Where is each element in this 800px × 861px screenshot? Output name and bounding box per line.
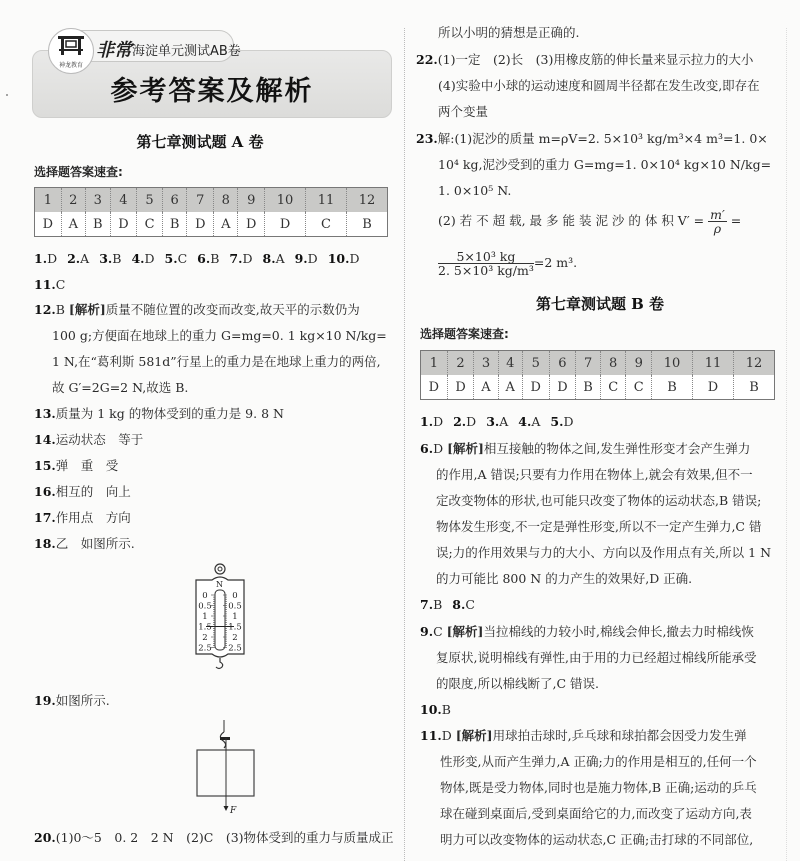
analysis-tag: [解析] (455, 728, 493, 743)
q-number: 2. (67, 251, 81, 266)
analysis-text: 故 G′=2G=2 N,故选 B. (52, 380, 189, 395)
answer-cell: D (549, 375, 576, 400)
q-text: 两个变量 (438, 104, 489, 119)
scale-tick-label: 2.5 (228, 643, 242, 654)
section-a-q19 (34, 688, 110, 714)
q-answer: D (242, 251, 253, 266)
answer-cell: A (474, 375, 498, 400)
analysis-text: 物体发生形变,不一定是弹性形变,所以不一定产生弹力,C 错 (436, 519, 762, 534)
q-number: 7. (229, 251, 243, 266)
question-number-cell: 10 (265, 188, 306, 213)
section-a-q17 (34, 505, 131, 531)
q-answer: C (55, 277, 66, 292)
q-number: 10. (420, 702, 442, 717)
q-number: 12. (34, 302, 56, 317)
answer-cell: D (447, 375, 474, 400)
section-a-quick-label: 选择题答案速查: (34, 165, 123, 179)
question-number-cell: 11 (692, 351, 733, 376)
answer-cell: D (238, 212, 265, 237)
answer-cell: D (522, 375, 549, 400)
answer-cell: A (498, 375, 522, 400)
q-answer: B (210, 251, 220, 266)
answer-cell: D (421, 375, 448, 400)
q-answer: A (531, 414, 541, 429)
q-number: 1. (34, 251, 48, 266)
scan-speck (6, 94, 8, 96)
q-number: 19. (34, 693, 56, 708)
scale-tick-label: 1 (232, 612, 238, 622)
q-answer: C (465, 597, 475, 612)
answer-cell: A (214, 212, 238, 237)
analysis-text: 用球拍击球时,乒乓球和球拍都会因受力发生弹 (492, 728, 747, 743)
question-number-cell: 11 (306, 188, 347, 213)
analysis-text: 的作用,A 错误;只要有力作用在物体上,就会有效果,但不一 (436, 467, 753, 482)
q-answer: D (433, 414, 444, 429)
q21-continuation: 所以小明的猜想是正确的. (438, 25, 580, 40)
brand-script: 非常 (96, 40, 132, 61)
q-number: 16. (34, 484, 56, 499)
question-number-cell: 5 (522, 351, 549, 376)
question-number-cell: 4 (110, 188, 137, 213)
q-answer: 运动状态 等于 (55, 432, 144, 447)
analysis-text: 定改变物体的形状,也可能只改变了物体的运动状态,B 错误; (436, 493, 762, 508)
question-number-cell: 1 (421, 351, 448, 376)
scale-tick-label: 0 (232, 591, 238, 601)
analysis-text: 误;力的作用效果与力的大小、方向以及作用点有关,所以 1 N (436, 545, 772, 560)
answer-cell: C (626, 375, 652, 400)
q-text: 解:(1)泥沙的质量 m=ρV=2. 5×10³ kg/m³×4 m³=1. 0× (437, 131, 768, 146)
answer-cell: C (306, 212, 347, 237)
answer-cell: B (346, 212, 387, 237)
answer-cell: D (110, 212, 137, 237)
q-answer: 相互的 向上 (55, 484, 131, 499)
question-number-cell: 12 (733, 351, 774, 376)
question-number-cell: 2 (447, 351, 474, 376)
section-a-q20 (34, 825, 394, 851)
q-answer: D (349, 251, 360, 266)
q-number: 17. (34, 510, 56, 525)
question-number-cell: 4 (498, 351, 522, 376)
section-b-answers-1-5 (420, 409, 583, 435)
q-answer: 如图所示. (55, 693, 110, 708)
q-number: 3. (99, 251, 113, 266)
section-b-title: 第七章测试题 B 卷 (535, 295, 665, 313)
answer-cell: B (733, 375, 774, 400)
q-text: 1. 0×10⁵ N. (438, 183, 512, 198)
scale-tick-label: 2 (202, 633, 208, 643)
q-text: (2) 若 不 超 载, 最 多 能 装 泥 沙 的 体 积 V′ = (438, 213, 705, 228)
numerator: m′ (710, 207, 725, 222)
scale-tick-label: 1 (202, 612, 208, 622)
q-answer: D (307, 251, 318, 266)
arrow-down-icon (224, 806, 229, 811)
q-number: 23. (416, 131, 438, 146)
logo-text: 神龙教育 (58, 62, 83, 69)
q-number: 10. (327, 251, 350, 266)
q-answer: A (80, 251, 90, 266)
fraction (438, 250, 534, 277)
scale-tick-label: 0.5 (228, 601, 242, 612)
analysis-tag: [解析] (68, 302, 106, 317)
analysis-text: 质量不随位置的改变而改变,故天平的示数仍为 (105, 302, 360, 317)
question-number-cell: 8 (214, 188, 238, 213)
question-number-cell: 8 (600, 351, 626, 376)
section-b-quick-label: 选择题答案速查: (420, 327, 509, 341)
q-number: 9. (420, 624, 434, 639)
q-number: 18. (34, 536, 56, 551)
question-number-cell: 9 (238, 188, 265, 213)
q-answer: B (55, 302, 65, 317)
section-b-q10 (420, 697, 451, 723)
q-number: 22. (416, 52, 438, 67)
scale-tick-label: 0.5 (198, 601, 212, 612)
q-answer: 作用点 方向 (55, 510, 131, 525)
q-number: 1. (420, 414, 434, 429)
section-a-q14 (34, 427, 143, 453)
scale-tick-label: 1.5 (228, 622, 242, 633)
section-a-q11 (34, 272, 65, 298)
answer-cell: C (137, 212, 163, 237)
publisher-logo (48, 28, 94, 74)
analysis-tag: [解析] (446, 624, 484, 639)
analysis-text: 100 g;方便面在地球上的重力 G=mg=0. 1 kg×10 N/kg= (52, 328, 387, 343)
answer-cell: D (692, 375, 733, 400)
q-answer: D (144, 251, 155, 266)
answer-cell: B (162, 212, 187, 237)
q-number: 8. (262, 251, 276, 266)
scale-unit-label: N (216, 580, 223, 589)
q-number: 15. (34, 458, 56, 473)
q-text: (1)一定 (2)长 (3)用橡皮筋的伸长量来显示拉力的大小 (437, 52, 754, 67)
answer-cell: B (85, 212, 110, 237)
analysis-text: 性形变,从而产生弹力,A 正确;力的作用是相互的,任何一个 (440, 754, 757, 769)
analysis-text: 当拉棉线的力较小时,棉线会伸长,撤去力时棉线恢 (483, 624, 754, 639)
q-number: 5. (550, 414, 564, 429)
q-number: 13. (34, 406, 56, 421)
analysis-text: 复原状,说明棉线有弹性,由于用的力已经超过棉线所能承受 (436, 650, 757, 665)
analysis-text: 的力可能比 800 N 的力产生的效果好,D 正确. (436, 571, 693, 586)
q-answer: D (47, 251, 58, 266)
q-answer: D (563, 414, 574, 429)
answer-cell: A (61, 212, 85, 237)
q-answer: A (275, 251, 285, 266)
section-b-answer-table (420, 350, 775, 400)
q-answer: B (441, 702, 451, 717)
analysis-text: 1 N,在“葛利斯 581d”行星上的重力是在地球上重力的两倍, (52, 354, 381, 369)
analysis-text: 球在碰到桌面后,受到桌面给它的力,而改变了运动方向,表 (440, 806, 752, 821)
question-number-cell: 7 (187, 188, 214, 213)
analysis-text: 的限度,所以棉线断了,C 错误. (436, 676, 599, 691)
section-a-answer-table (34, 187, 388, 237)
q-number: 11. (34, 277, 56, 292)
q-number: 3. (486, 414, 500, 429)
q-number: 4. (518, 414, 532, 429)
analysis-text: 明力可以改变物体的运动状态,C 正确;击打球的不同部位, (440, 832, 754, 847)
force-label: F (230, 806, 237, 816)
question-number-cell: 5 (137, 188, 163, 213)
analysis-tag: [解析] (447, 441, 484, 456)
section-a-title: 第七章测试题 A 卷 (136, 133, 264, 151)
q-answer: 质量为 1 kg 的物体受到的重力是 9. 8 N (55, 406, 284, 421)
q-answer: 弹 重 受 (55, 458, 119, 473)
q-number: 4. (131, 251, 145, 266)
section-b-answers-7-8 (420, 592, 485, 618)
question-number-cell: 12 (346, 188, 387, 213)
q-answer: D (441, 728, 452, 743)
section-a-q13 (34, 401, 284, 427)
q-number: 5. (164, 251, 178, 266)
question-number-cell: 10 (652, 351, 693, 376)
q-number: 6. (197, 251, 211, 266)
fraction (708, 208, 727, 235)
question-number-cell: 2 (61, 188, 85, 213)
brand-series: 海淀单元测试AB卷 (132, 44, 241, 59)
scale-tick-label: 2 (232, 633, 238, 643)
q-number: 11. (420, 728, 442, 743)
q-number: 2. (453, 414, 467, 429)
question-number-cell: 3 (474, 351, 498, 376)
denominator: 2. 5×10³ kg/m³ (438, 263, 534, 278)
q-text: 10⁴ kg,泥沙受到的重力 G=mg=1. 0×10⁴ kg×10 N/kg= (438, 157, 772, 172)
question-number-cell: 6 (549, 351, 576, 376)
question-number-cell: 6 (162, 188, 187, 213)
section-a-q15 (34, 453, 118, 479)
q-number: 6. (420, 441, 434, 456)
q-number: 14. (34, 432, 56, 447)
q-number: 7. (420, 597, 434, 612)
q-text: (4)实验中小球的运动速度和圆周半径都在发生改变,即存在 (438, 78, 760, 93)
question-number-cell: 7 (576, 351, 601, 376)
gate-icon (57, 35, 85, 57)
q-answer: D (433, 441, 444, 456)
q-number: 20. (34, 830, 56, 845)
q-text: =2 m³. (533, 255, 578, 270)
page-edge (786, 28, 787, 861)
q-answer: (1)0～5 0. 2 2 N (2)C (3)物体受到的重力与质量成正 (55, 830, 394, 845)
equals: = (730, 213, 742, 228)
q-answer: 乙 如图所示. (55, 536, 135, 551)
spring-scale-figure (188, 562, 252, 670)
scale-tick-label: 1.5 (198, 622, 212, 633)
answer-cell: B (652, 375, 693, 400)
q-answer: A (499, 414, 509, 429)
numerator: 5×10³ kg (438, 250, 534, 264)
analysis-text: 相互接触的物体之间,发生弹性形变才会产生弹力 (483, 441, 751, 456)
q-answer: C (177, 251, 188, 266)
answer-cell: C (600, 375, 626, 400)
question-number-cell: 3 (85, 188, 110, 213)
section-a-q18 (34, 531, 135, 557)
force-diagram (190, 718, 260, 816)
q-number: 8. (452, 597, 466, 612)
question-number-cell: 1 (35, 188, 62, 213)
question-number-cell: 9 (626, 351, 652, 376)
answer-cell: B (576, 375, 601, 400)
section-a-answers-1-10 (34, 246, 369, 272)
q-answer: D (466, 414, 477, 429)
q-number: 9. (294, 251, 308, 266)
q-answer: B (433, 597, 443, 612)
answer-cell: D (35, 212, 62, 237)
denominator: ρ (713, 221, 722, 236)
answer-cell: D (187, 212, 214, 237)
q-answer: C (433, 624, 443, 639)
banner-title: 参考答案及解析 (110, 76, 314, 107)
column-divider (404, 28, 405, 861)
analysis-text: 物体,既是受力物体,同时也是施力物体,B 正确;运动的乒乓 (440, 780, 757, 795)
q-answer: B (112, 251, 122, 266)
scale-tick-label: 2.5 (198, 643, 212, 654)
scale-tick-label: 0 (202, 591, 208, 601)
section-a-q16 (34, 479, 131, 505)
answer-cell: D (265, 212, 306, 237)
